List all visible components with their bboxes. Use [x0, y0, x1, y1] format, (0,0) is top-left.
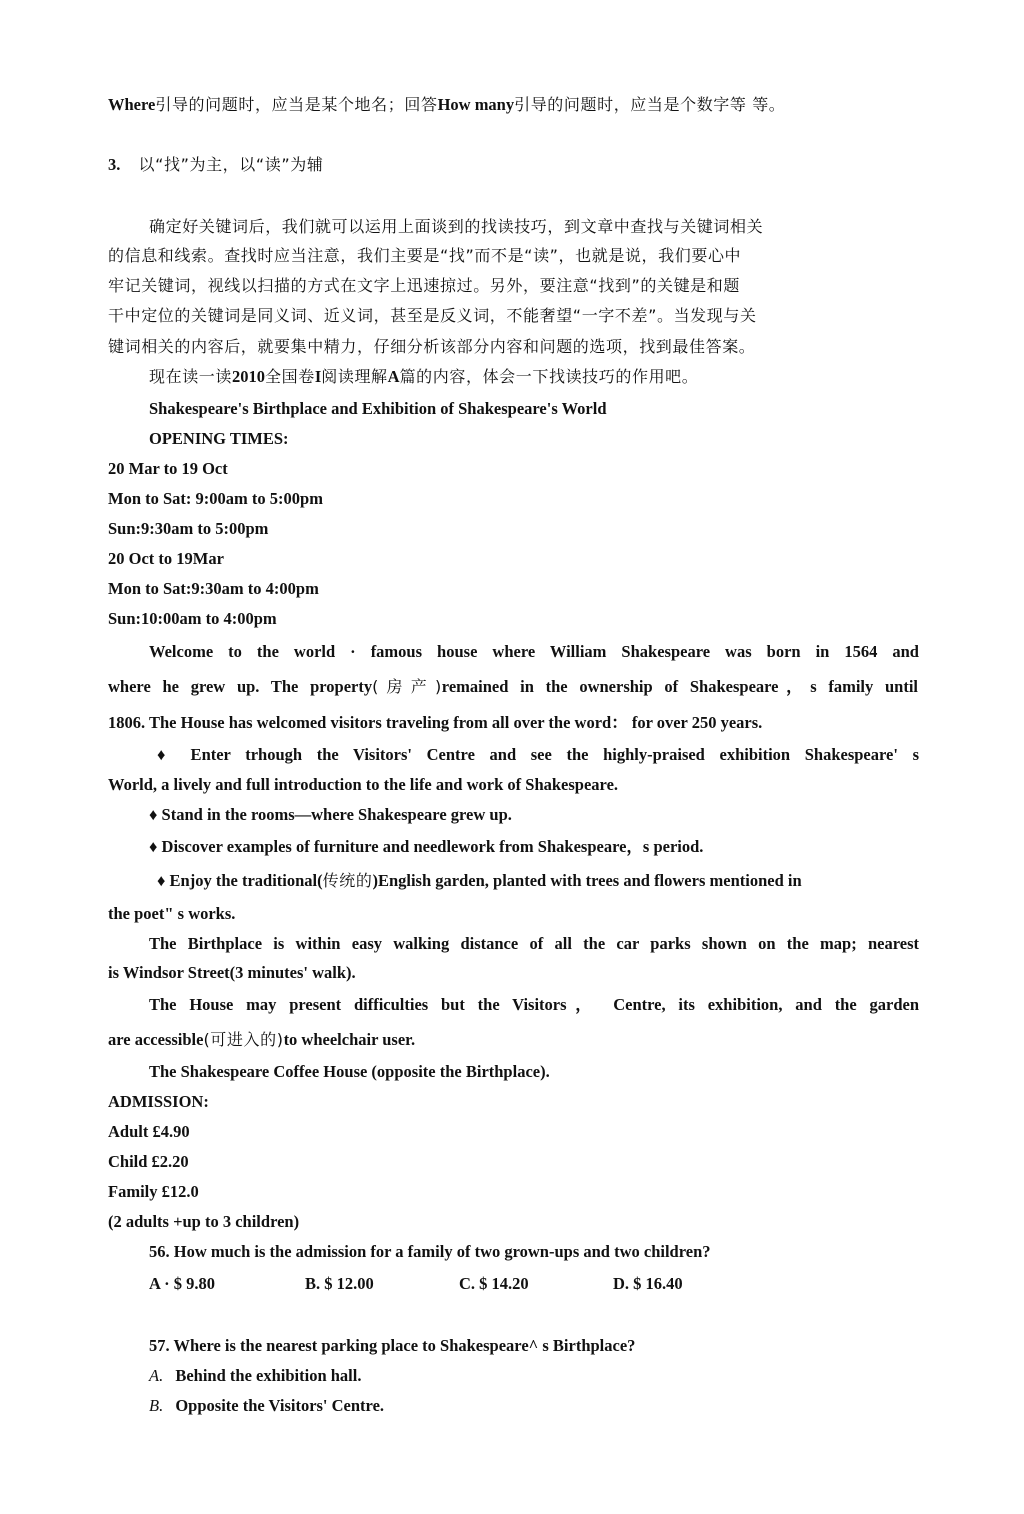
question-56-stem: 56. How much is the admission for a family of two grown-ups and two children?	[149, 1242, 711, 1261]
volume: I	[314, 367, 322, 386]
accessibility-paragraph-line	[108, 1030, 918, 1050]
text: ♦ Enjoy the traditional(	[157, 871, 323, 890]
text: where he grew up. The property	[108, 677, 373, 696]
bullet-item: ♦ Stand in the rooms—where Shakespeare grew up.	[149, 805, 512, 824]
text: to wheelchair user.	[283, 1030, 416, 1049]
section-paragraph-line: 牢记关键词，视线以扫描的方式在文字上迅速掠过。另外，要注意“找到”的关键是和题	[108, 276, 740, 295]
walking-paragraph-line: The Birthplace is within easy walking distance of all the car parks shown on the map; nearest	[149, 934, 919, 953]
bullet-item-continued: the poet" s works.	[108, 904, 236, 923]
text: )English garden, planted with trees and flowers mentioned in	[372, 871, 802, 890]
bullet-item: ♦ Discover examples of furniture and needlework from Shakespeare，s period.	[149, 837, 704, 856]
passage-letter: A	[387, 367, 400, 386]
opening-time-line: Sun:9:30am to 5:00pm	[108, 519, 269, 538]
welcome-paragraph-line: 1806. The House has welcomed visitors traveling from all over the word： for over 250 years.	[108, 713, 763, 732]
admission-line: Child £2.20	[108, 1152, 189, 1171]
option-a	[149, 1366, 919, 1386]
admission-line: Family £12.0	[108, 1182, 199, 1201]
opening-time-line: Sun:10:00am to 4:00pm	[108, 609, 277, 628]
option-text: Opposite the Visitors' Centre.	[175, 1396, 385, 1415]
opening-time-line: Mon to Sat:9:30am to 4:00pm	[108, 579, 319, 598]
accessibility-paragraph-line: The House may present difficulties but the Visitors， Centre, its exhibition, and the garden	[149, 995, 919, 1014]
bullet-item	[157, 871, 917, 891]
opening-time-line: Mon to Sat: 9:00am to 5:00pm	[108, 489, 323, 508]
section-title: 以“找”为主，以“读”为辅	[138, 155, 324, 174]
gloss: (可进入的)	[203, 1030, 284, 1049]
gloss: 传统的	[322, 871, 373, 890]
gloss: (房产)	[372, 677, 442, 696]
section-paragraph-line: 干中定位的关键词是同义词、近义词，甚至是反义词，不能奢望“一字不差”。当发现与关	[108, 306, 757, 325]
section-paragraph-line: 的信息和线索。查找时应当注意，我们主要是“找”而不是“读”，也就是说，我们要心中	[108, 246, 742, 265]
opening-times-label: OPENING TIMES:	[149, 429, 289, 448]
intro-text: 引导的问题时，应当是个数字等 等。	[514, 95, 786, 114]
intro-line	[108, 95, 918, 115]
opening-time-line: 20 Mar to 19 Oct	[108, 459, 228, 478]
walking-paragraph-line: is Windsor Street(3 minutes' walk).	[108, 963, 356, 982]
text: 阅读理解	[321, 367, 388, 386]
option-d: D. $ 16.40	[613, 1274, 683, 1293]
admission-line: Adult £4.90	[108, 1122, 190, 1141]
question-57-stem: 57. Where is the nearest parking place to Shakespeare^ s Birthplace?	[149, 1336, 636, 1355]
section-heading	[108, 155, 918, 175]
question-56-options	[149, 1274, 919, 1294]
welcome-paragraph-line: Welcome to the world · famous house where William Shakespeare was born in 1564 and	[149, 642, 919, 661]
text: 全国卷	[265, 367, 315, 386]
keyword-where: Where	[108, 95, 156, 114]
admission-line: (2 adults +up to 3 children)	[108, 1212, 300, 1231]
section-paragraph-intro	[149, 367, 919, 387]
year: 2010	[232, 367, 266, 386]
bullet-item-continued: World, a lively and full introduction to the life and work of Shakespeare.	[108, 775, 619, 794]
coffee-house-line: The Shakespeare Coffee House (opposite the Birthplace).	[149, 1062, 550, 1081]
section-paragraph-line: 键词相关的内容后，就要集中精力，仔细分析该部分内容和问题的选项，找到最佳答案。	[108, 337, 756, 356]
section-number: 3.	[108, 155, 121, 174]
passage-title: Shakespeare's Birthplace and Exhibition of Shakespeare's World	[149, 399, 607, 418]
text: remained in the ownership of Shakespeare，s family until	[441, 677, 918, 696]
bullet-item: ♦ Enter trhough the Visitors' Centre and see the highly-praised exhibition Shakespeare' s	[157, 745, 919, 764]
option-b: B. $ 12.00	[305, 1274, 374, 1293]
text: are accessible	[108, 1030, 204, 1049]
section-paragraph-line: 确定好关键词后，我们就可以运用上面谈到的找读技巧，到文章中查找与关键词相关	[149, 217, 764, 236]
text: 现在读一读	[149, 367, 233, 386]
intro-text: 引导的问题时，应当是某个地名；回答	[155, 95, 438, 114]
admission-label: ADMISSION:	[108, 1092, 209, 1111]
text: 篇的内容，体会一下找读技巧的作用吧。	[399, 367, 699, 386]
keyword-how-many: How many	[437, 95, 515, 114]
option-letter: A.	[149, 1366, 164, 1385]
option-c: C. $ 14.20	[459, 1274, 529, 1293]
opening-time-line: 20 Oct to 19Mar	[108, 549, 224, 568]
option-b	[149, 1396, 919, 1416]
option-a: A · $ 9.80	[149, 1274, 216, 1293]
option-text: Behind the exhibition hall.	[175, 1366, 362, 1385]
welcome-paragraph-line	[108, 677, 918, 697]
option-letter: B.	[149, 1396, 164, 1415]
